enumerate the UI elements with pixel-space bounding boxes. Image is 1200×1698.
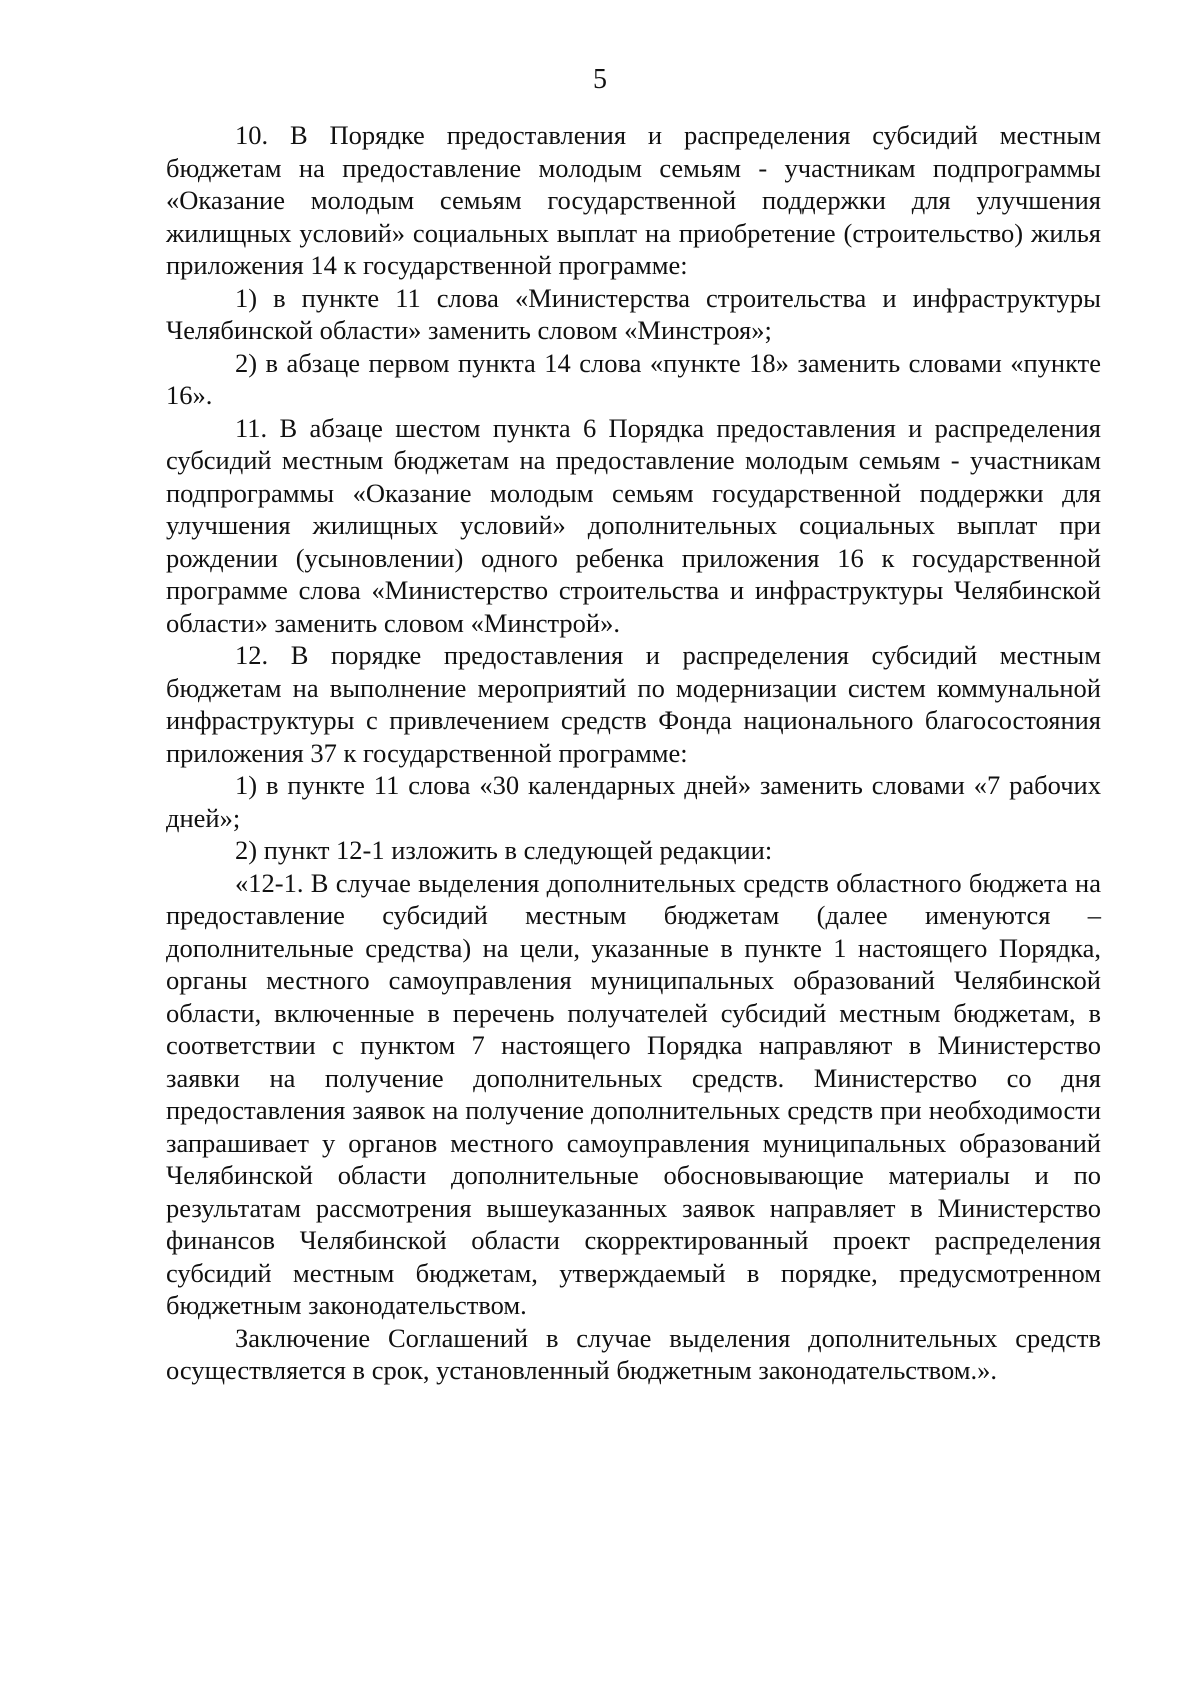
document-body [166,119,1101,1387]
paragraph-closing: Заключение Соглашений в случае выделения дополнительных средств осуществляется в срок, установленный бюджетным законодательством.». [166,1322,1101,1385]
paragraph-10-intro: 10. В Порядке предоставления и распределения субсидий местным бюджетам на предоставление молодым семьям - участникам подпрограммы «Оказание молодым семьям государственной поддержки для улучшения жилищных условий» социальных выплат на приобретение (строительство) жилья приложения 14 к государственной программе: [166,120,1101,280]
paragraph-12-item-1: 1) в пункте 11 слова «30 календарных дней» заменить словами «7 рабочих дней»; [166,770,1101,833]
paragraph-12-1-text: «12-1. В случае выделения дополнительных средств областного бюджета на предоставление субсидий местным бюджетам (далее именуются – дополнительные средства) на цели, указанные в пункте 1 настоящего Порядка, органы местного самоуправления муниципальных образований Челябинской области, включенные в перечень получателей субсидий местным бюджетам, в соответствии с пунктом 7 настоящего Порядка направляют в Министерство заявки на получение дополнительных средств. Министерство со дня предоставления заявок на получение дополнительных средств при необходимости запрашивает у органов местного самоуправления муниципальных образований Челябинской области дополнительные обосновывающие материалы и по результатам рассмотрения вышеуказанных заявок направляет в Министерство финансов Челябинской области скорректированный проект распределения субсидий местным бюджетам, утверждаемый в порядке, предусмотренном бюджетным законодательством. [166,867,1101,1320]
paragraph-11: 11. В абзаце шестом пункта 6 Порядка предоставления и распределения субсидий местным бюджетам на предоставление молодым семьям - участникам подпрограммы «Оказание молодым семьям государственной поддержки для улучшения жилищных условий» дополнительных социальных выплат при рождении (усыновлении) одного ребенка приложения 16 к государственной программе слова «Министерство строительства и инфраструктуры Челябинской области» заменить словом «Минстрой». [166,412,1101,638]
page-number: 5 [593,64,607,95]
paragraph-10-item-1: 1) в пункте 11 слова «Министерства строительства и инфраструктуры Челябинской области» заменить словом «Минстроя»; [166,282,1101,345]
paragraph-10-item-2: 2) в абзаце первом пункта 14 слова «пункте 18» заменить словами «пункте 16». [166,347,1101,410]
paragraph-12-item-2: 2) пункт 12-1 изложить в следующей редакции: [235,835,773,865]
paragraph-12-intro: 12. В порядке предоставления и распределения субсидий местным бюджетам на выполнение мероприятий по модернизации систем коммунальной инфраструктуры с привлечением средств Фонда национального благосостояния приложения 37 к государственной программе: [166,640,1101,768]
